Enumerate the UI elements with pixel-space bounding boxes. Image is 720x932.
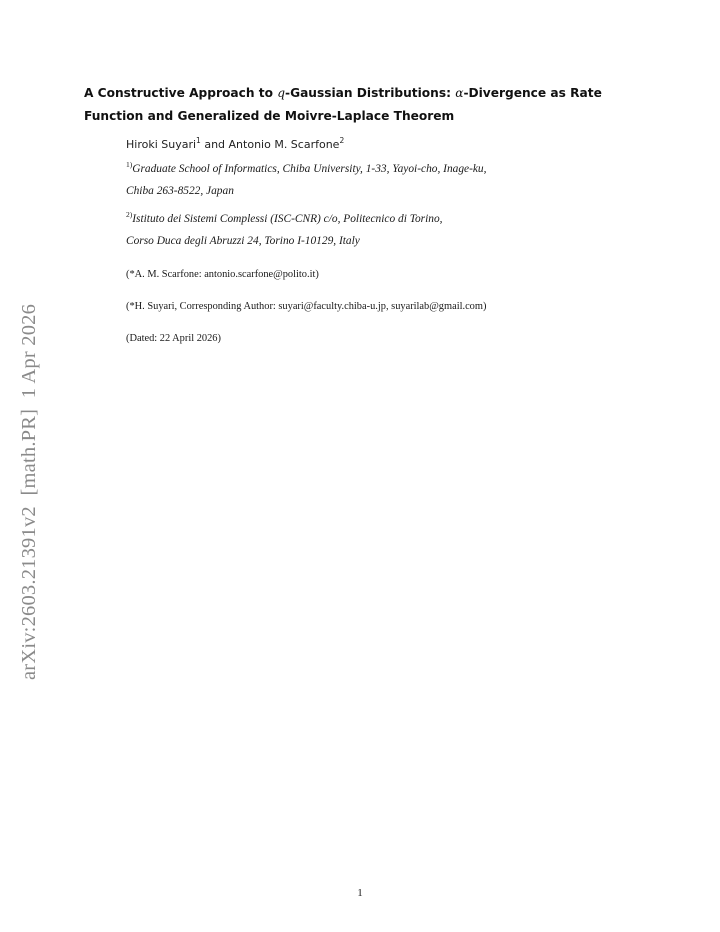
- contact-scarfone: (*A. M. Scarfone: antonio.scarfone@polito.it): [126, 269, 319, 280]
- title-alpha-symbol: α: [455, 86, 464, 100]
- affiliation-2: [126, 208, 646, 252]
- title-text: A Constructive Approach to: [84, 86, 278, 100]
- affiliation-mark: 2: [339, 136, 345, 145]
- author-name: Hiroki Suyari: [126, 138, 197, 151]
- title-q-symbol: q: [277, 86, 286, 100]
- affiliation-text: Graduate School of Informatics, Chiba University, 1-33, Yayoi-cho, Inage-ku,: [132, 163, 487, 175]
- affiliation-mark: 1): [126, 160, 133, 169]
- title-text: -Gaussian Distributions:: [285, 86, 456, 100]
- title-line-1: [84, 82, 644, 105]
- affiliation-text: Corso Duca degli Abruzzi 24, Torino I-10129, Italy: [126, 235, 360, 247]
- affiliation-1: [126, 158, 646, 202]
- title-line-2: Function and Generalized de Moivre-Laplace Theorem: [84, 109, 455, 123]
- author-list: [126, 137, 344, 153]
- author-name: Antonio M. Scarfone: [228, 138, 340, 151]
- affiliation-text: Chiba 263-8522, Japan: [126, 185, 234, 197]
- affiliation-mark: 2): [126, 210, 133, 219]
- title-text: -Divergence as Rate: [463, 86, 602, 100]
- dated-line: (Dated: 22 April 2026): [126, 333, 221, 344]
- arxiv-stamp: arXiv:2603.21391v2 [math.PR] 1 Apr 2026: [18, 303, 40, 680]
- affiliation-text: Istituto dei Sistemi Complessi (ISC-CNR) c/o, Politecnico di Torino,: [132, 213, 443, 225]
- affiliation-mark: 1: [196, 136, 201, 145]
- contact-suyari: (*H. Suyari, Corresponding Author: suyari@faculty.chiba-u.jp, suyarilab@gmail.com): [126, 301, 487, 312]
- paper-title: [84, 82, 644, 128]
- page-number: 1: [357, 887, 363, 899]
- author-conjunction: and: [200, 138, 229, 151]
